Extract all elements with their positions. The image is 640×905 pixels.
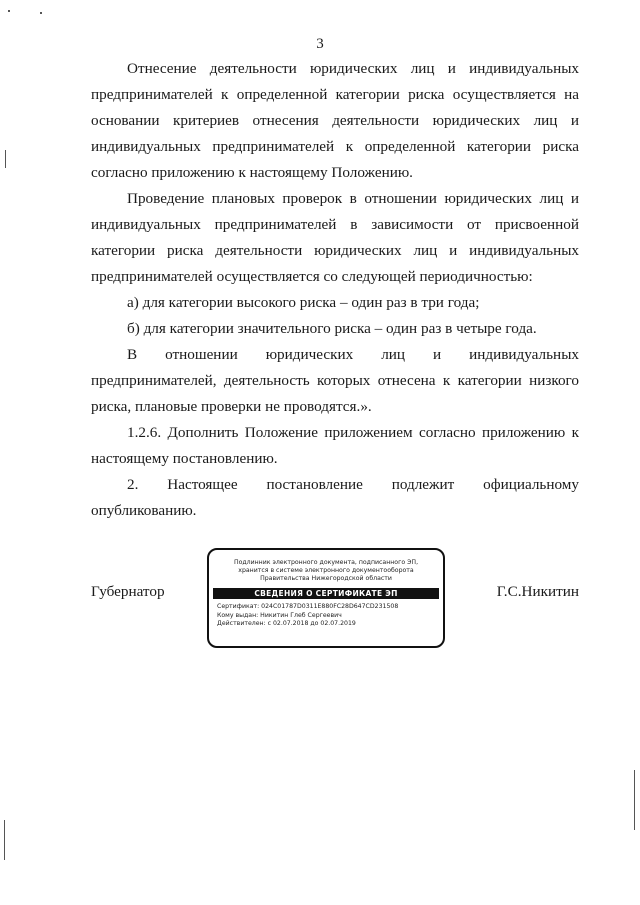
electronic-signature-stamp [207,548,445,648]
stamp-header-line: Правительства Нижегородской области [260,575,392,582]
list-item-significant-risk: б) для категории значительного риска – один раз в четыре года. [127,320,537,337]
stamp-header-line: хранится в системе электронного документооборота [238,567,414,574]
certificate-owner: Кому выдан: Никитин Глеб Сергеевич [217,611,342,619]
certificate-validity: Действителен: с 02.07.2018 до 02.07.2019 [217,620,356,627]
page-number: 3 [316,36,324,52]
paragraph-amendment: 1.2.6. Дополнить Положение приложением согласно приложению к настоящему постановлению. [91,424,579,467]
document-body [91,56,579,524]
stamp-certificate-info [209,599,443,629]
scan-artifact [8,10,10,12]
scan-artifact [4,820,5,860]
scan-artifact [40,12,42,14]
stamp-header-line: Подлинник электронного документа, подписанного ЭП, [233,559,419,566]
stamp-title-bar: СВЕДЕНИЯ О СЕРТИФИКАТЕ ЭП [213,588,439,599]
scan-artifact [5,150,6,168]
paragraph-risk-criteria: Отнесение деятельности юридических лиц и индивидуальных предпринимателей к определенной категории риска осуществляется на основании критериев отнесения деятельности юридических лиц и индивидуальных предпринимателей к определенной категории риска согласно приложению к настоящему Положению. [91,60,579,181]
certificate-number: Сертификат: 024C01787D0311E880FC28D647CD231508 [217,603,399,610]
paragraph-publication: 2. Настоящее постановление подлежит официальному опубликованию. [91,476,579,519]
paragraph-low-risk: В отношении юридических лиц и индивидуальных предпринимателей, деятельность которых отнесена к категории низкого риска, плановые проверки не проводятся.». [91,346,579,415]
paragraph-inspection-schedule: Проведение плановых проверок в отношении юридических лиц и индивидуальных предпринимателей в зависимости от присвоенной категории риска деятельности юридических лиц и индивидуальных предпринимателей осуществляется со следующей периодичностью: [91,190,579,285]
stamp-header [209,550,443,583]
list-item-high-risk: а) для категории высокого риска – один раз в три года; [127,294,480,311]
signatory-name: Г.С.Никитин [496,583,579,600]
signatory-position: Губернатор [91,583,165,600]
scan-artifact [634,770,635,830]
